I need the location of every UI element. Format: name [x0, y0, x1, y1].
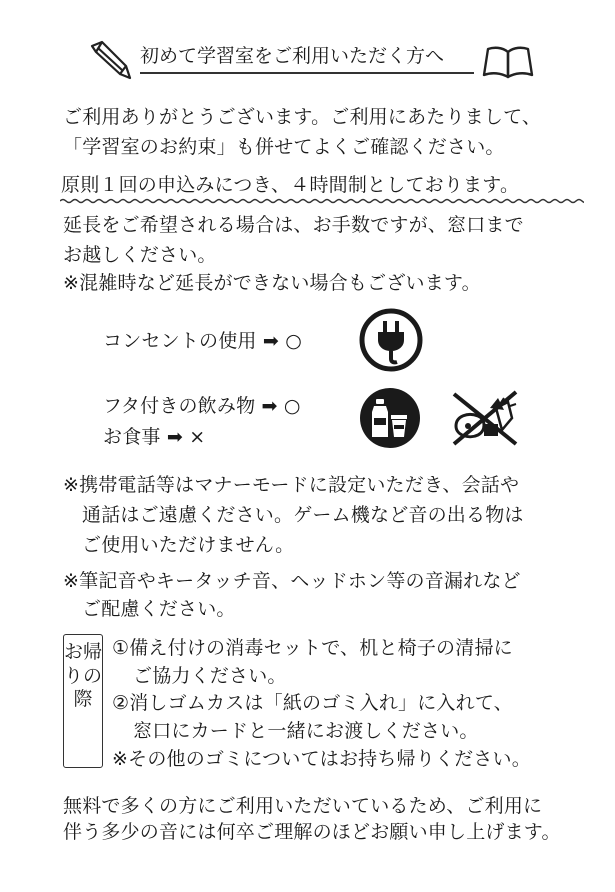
- intro-line-2: 「学習室のお約束」も併せてよくご確認ください。: [63, 136, 505, 158]
- return-label: お帰りの際: [64, 641, 103, 710]
- phone-note-line-2: 通話はご遠慮ください。ゲーム機など音の出る物は: [82, 504, 524, 526]
- bottle-and-cup-icon: [357, 385, 423, 451]
- power-plug-icon: [358, 307, 424, 373]
- header-title: 初めて学習室をご利用いただく方へ: [140, 45, 445, 67]
- rule-line-3: ※混雑時など延長ができない場合もございます。: [63, 272, 481, 294]
- phone-note-line-1: ※携帯電話等はマナーモードに設定いただき、会話や: [63, 474, 520, 496]
- noise-note-line-2: ご配慮ください。: [82, 598, 236, 620]
- return-item-1: ①備え付けの消毒セットで、机と椅子の清掃に: [112, 637, 513, 659]
- return-item-1-cont: ご協力ください。: [133, 665, 287, 687]
- outlet-permission: コンセントの使用 ➡ ○: [103, 330, 302, 352]
- drinks-permission: フタ付きの飲み物 ➡ ○: [103, 395, 301, 417]
- open-book-icon: [482, 44, 534, 80]
- return-label-box: [63, 634, 103, 768]
- return-item-2-cont: 窓口にカードと一緒にお渡しください。: [133, 720, 479, 742]
- phone-note-line-3: ご使用いただけません。: [82, 534, 295, 556]
- rule-headline: 原則１回の申込みにつき、４時間制としております。: [61, 174, 520, 196]
- rule-line-2: お越しください。: [63, 244, 217, 266]
- intro-line-1: ご利用ありがとうございます。ご利用にあたりまして、: [63, 106, 542, 128]
- pencil-icon: [86, 40, 132, 80]
- footer-line-1: 無料で多くの方にご利用いただいているため、ご利用に: [63, 795, 543, 817]
- noise-note-line-1: ※筆記音やキータッチ音、ヘッドホン等の音漏れなど: [63, 570, 521, 592]
- food-permission: お食事 ➡ ×: [103, 426, 206, 448]
- return-item-2: ②消しゴムカスは「紙のゴミ入れ」に入れて、: [112, 692, 513, 714]
- return-item-3: ※その他のゴミについてはお持ち帰りください。: [112, 748, 531, 770]
- no-food-icon: [446, 388, 522, 448]
- header-underline: [140, 72, 474, 74]
- footer-line-2: 伴う多少の音には何卒ご理解のほどお願い申し上げます。: [63, 821, 561, 843]
- rule-line-1: 延長をご希望される場合は、お手数ですが、窓口まで: [63, 214, 524, 236]
- wavy-underline: [60, 196, 584, 206]
